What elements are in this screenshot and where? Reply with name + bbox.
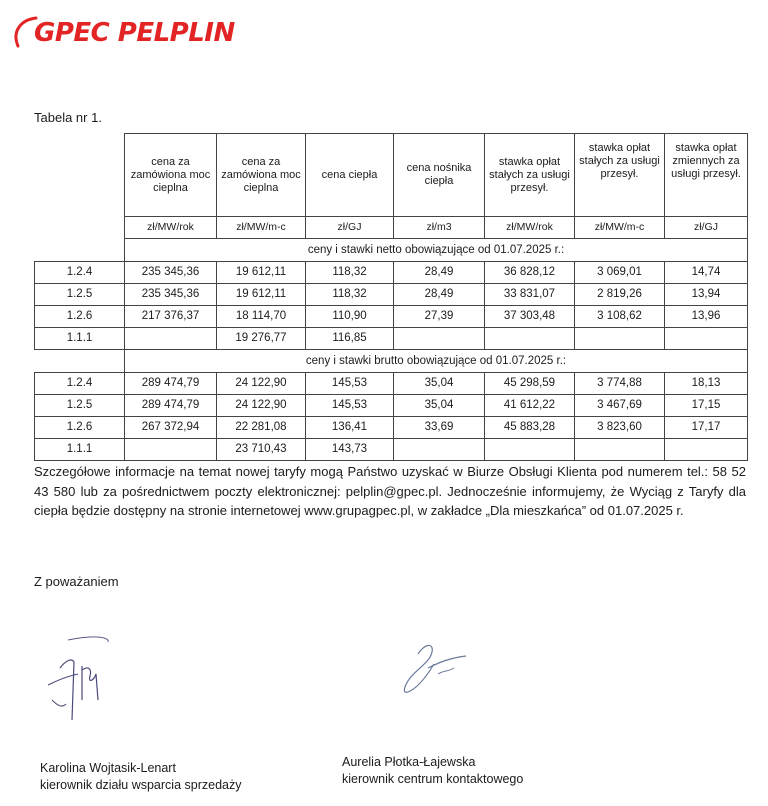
cell-value: 41 612,22: [485, 395, 575, 417]
cell-value: [394, 328, 485, 350]
units-empty-cell: [35, 217, 125, 239]
cell-value: 36 828,12: [485, 262, 575, 284]
table-header-row: [35, 134, 748, 217]
header-cell: cena za zamówiona moc cieplna: [217, 134, 306, 217]
signatory-title: kierownik centrum kontaktowego: [342, 772, 524, 786]
signatory-title: kierownik działu wsparcia sprzedaży: [40, 778, 242, 792]
cell-value: 136,41: [306, 417, 394, 439]
cell-value: 145,53: [306, 373, 394, 395]
signature-right-icon: [388, 634, 478, 704]
cell-value: 3 069,01: [575, 262, 665, 284]
cell-value: 19 276,77: [217, 328, 306, 350]
cell-value: 118,32: [306, 284, 394, 306]
cell-value: 143,73: [306, 439, 394, 461]
cell-value: [125, 328, 217, 350]
info-paragraph: Szczegółowe informacje na temat nowej taryfy mogą Państwo uzyskać w Biurze Obsługi Klienta pod numerem tel.: 58 52 43 580 lub za pośrednictwem poczty elektronicznej: pelplin@gpec.pl. Jednocześnie informujemy, że Wyciąg z Taryfy dla ciepła będzie dostępny na stronie internetowej www.grupagpec.pl, w zakładce „Dla mieszkańca” od 01.07.2025 r.: [34, 464, 746, 518]
table-row: [35, 262, 748, 284]
cell-value: 3 467,69: [575, 395, 665, 417]
row-code: 1.2.6: [35, 306, 125, 328]
header-cell: cena nośnika ciepła: [394, 134, 485, 217]
unit-cell: zł/MW/rok: [125, 217, 217, 239]
table-row: [35, 417, 748, 439]
cell-value: [665, 328, 748, 350]
cell-value: 116,85: [306, 328, 394, 350]
table-row: [35, 328, 748, 350]
cell-value: 3 823,60: [575, 417, 665, 439]
row-code: 1.1.1: [35, 439, 125, 461]
header-cell: stawka opłat stałych za usługi przesył.: [485, 134, 575, 217]
cell-value: 289 474,79: [125, 395, 217, 417]
cell-value: [394, 439, 485, 461]
cell-value: 267 372,94: [125, 417, 217, 439]
signatory-name: Aurelia Płotka-Łajewska: [342, 755, 476, 769]
cell-value: 19 612,11: [217, 284, 306, 306]
unit-cell: zł/m3: [394, 217, 485, 239]
section-title: ceny i stawki netto obowiązujące od 01.07.2025 r.:: [125, 239, 748, 262]
header-cell: cena ciepła: [306, 134, 394, 217]
cell-value: 110,90: [306, 306, 394, 328]
cell-value: 17,15: [665, 395, 748, 417]
table-row: [35, 395, 748, 417]
table-row: [35, 373, 748, 395]
company-logo: [12, 18, 235, 48]
cell-value: 24 122,90: [217, 373, 306, 395]
cell-value: 45 883,28: [485, 417, 575, 439]
cell-value: 18 114,70: [217, 306, 306, 328]
cell-value: [575, 328, 665, 350]
signatory-left: [40, 760, 241, 794]
cell-value: 2 819,26: [575, 284, 665, 306]
unit-cell: zł/MW/rok: [485, 217, 575, 239]
closing-text: Z poważaniem: [34, 574, 119, 589]
cell-value: 217 376,37: [125, 306, 217, 328]
cell-value: 22 281,08: [217, 417, 306, 439]
unit-cell: zł/GJ: [665, 217, 748, 239]
cell-value: 13,94: [665, 284, 748, 306]
unit-cell: zł/GJ: [306, 217, 394, 239]
cell-value: 3 774,88: [575, 373, 665, 395]
cell-value: 45 298,59: [485, 373, 575, 395]
table-row: [35, 439, 748, 461]
row-code: 1.2.6: [35, 417, 125, 439]
cell-value: [485, 439, 575, 461]
cell-value: 33 831,07: [485, 284, 575, 306]
table-label: Tabela nr 1.: [34, 110, 102, 125]
header-cell: stawka opłat stałych za usługi przesył.: [575, 134, 665, 217]
header-empty-cell: [35, 134, 125, 217]
cell-value: 27,39: [394, 306, 485, 328]
signatory-name: Karolina Wojtasik-Lenart: [40, 761, 176, 775]
cell-value: 13,96: [665, 306, 748, 328]
cell-value: 118,32: [306, 262, 394, 284]
row-code: 1.2.4: [35, 262, 125, 284]
table-row: [35, 284, 748, 306]
section-row-brutto: [35, 350, 748, 373]
section-row-netto: [35, 239, 748, 262]
section-empty-cell: [35, 239, 125, 262]
signatory-right: [342, 754, 523, 788]
cell-value: 28,49: [394, 284, 485, 306]
row-code: 1.2.4: [35, 373, 125, 395]
unit-cell: zł/MW/m-c: [575, 217, 665, 239]
cell-value: 24 122,90: [217, 395, 306, 417]
cell-value: 23 710,43: [217, 439, 306, 461]
cell-value: 17,17: [665, 417, 748, 439]
tariff-table: [34, 133, 748, 461]
header-cell: cena za zamówiona moc cieplna: [125, 134, 217, 217]
cell-value: 35,04: [394, 395, 485, 417]
cell-value: 145,53: [306, 395, 394, 417]
cell-value: 14,74: [665, 262, 748, 284]
cell-value: 3 108,62: [575, 306, 665, 328]
cell-value: 35,04: [394, 373, 485, 395]
units-row: [35, 217, 748, 239]
cell-value: [665, 439, 748, 461]
row-code: 1.2.5: [35, 395, 125, 417]
unit-cell: zł/MW/m-c: [217, 217, 306, 239]
cell-value: [575, 439, 665, 461]
cell-value: 28,49: [394, 262, 485, 284]
cell-value: [125, 439, 217, 461]
logo-text: GPEC PELPLIN: [34, 18, 235, 48]
row-code: 1.2.5: [35, 284, 125, 306]
row-code: 1.1.1: [35, 328, 125, 350]
cell-value: 235 345,36: [125, 284, 217, 306]
cell-value: [485, 328, 575, 350]
signature-left-icon: [38, 630, 118, 730]
cell-value: 235 345,36: [125, 262, 217, 284]
table-row: [35, 306, 748, 328]
section-title: ceny i stawki brutto obowiązujące od 01.07.2025 r.:: [125, 350, 748, 373]
cell-value: 19 612,11: [217, 262, 306, 284]
cell-value: 37 303,48: [485, 306, 575, 328]
cell-value: 289 474,79: [125, 373, 217, 395]
cell-value: 18,13: [665, 373, 748, 395]
section-empty-cell: [35, 350, 125, 373]
cell-value: 33,69: [394, 417, 485, 439]
header-cell: stawka opłat zmiennych za usługi przesył.: [665, 134, 748, 217]
